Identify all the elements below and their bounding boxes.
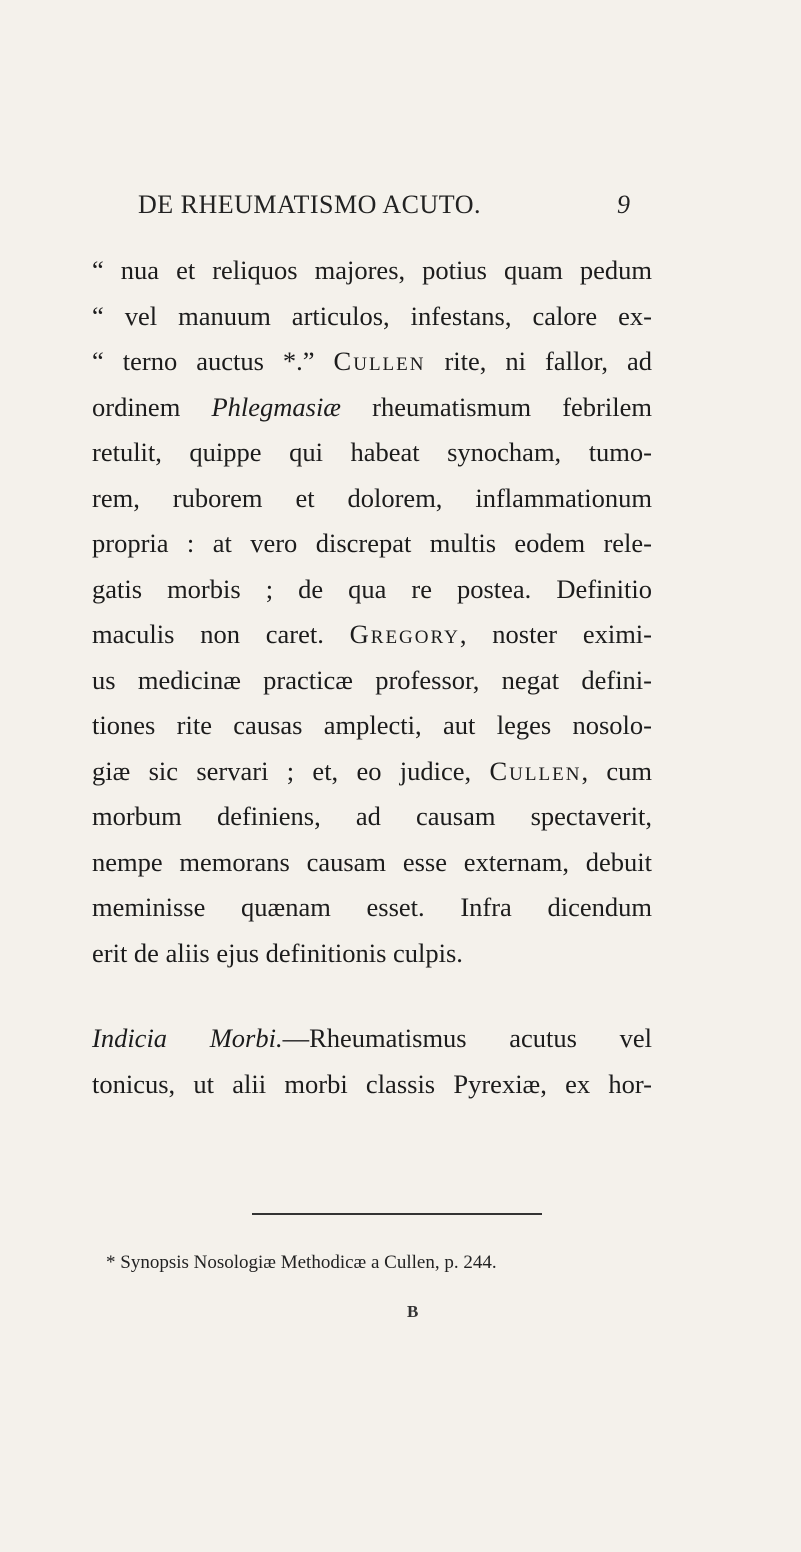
text-line: “ terno auctus *.” Cullen rite, ni fallor, ad	[92, 346, 652, 376]
text-line: ordinem Phlegmasiæ rheumatismum febrilem	[92, 391, 652, 422]
section-heading: Indicia Morbi.	[92, 1023, 283, 1053]
text-line: retulit, quippe qui habeat synocham, tumo-	[92, 437, 652, 467]
text-line: us medicinæ practicæ professor, negat defini-	[92, 664, 652, 695]
author-name: Gregory	[349, 619, 460, 649]
text-line: “ vel manuum articulos, infestans, calore ex-	[92, 300, 652, 331]
text-line: maculis non caret. Gregory, noster eximi-	[92, 619, 652, 649]
signature-mark: B	[407, 1302, 419, 1321]
text-line: erit de aliis ejus definitionis culpis.	[92, 937, 463, 968]
author-name: Cullen	[489, 755, 582, 786]
author-name: Cullen	[333, 346, 426, 376]
running-title: DE RHEUMATISMO ACUTO.	[138, 190, 481, 219]
text-line: propria : at vero discrepat multis eodem rele-	[92, 528, 652, 558]
text-line: giæ sic servari ; et, eo judice, Cullen, cum	[92, 755, 652, 786]
text-line: gatis morbis ; de qua re postea. Definitio	[92, 573, 652, 604]
footnote-rule	[252, 1213, 542, 1215]
text-line: meminisse quænam esset. Infra dicendum	[92, 892, 652, 922]
text-line: morbum definiens, ad causam spectaverit,	[92, 801, 652, 831]
page-number: 9	[617, 190, 630, 219]
text-line: tonicus, ut alii morbi classis Pyrexiæ, ex hor-	[92, 1068, 652, 1099]
footnote: * Synopsis Nosologiæ Methodicæ a Cullen, p. 244.	[106, 1252, 497, 1273]
text-line: nempe memorans causam esse externam, debuit	[92, 846, 652, 877]
main-text	[92, 248, 652, 1107]
text-line: rem, ruborem et dolorem, inflammationum	[92, 482, 652, 513]
section-first-line: Indicia Morbi.—Rheumatismus acutus vel	[92, 1023, 652, 1053]
running-head	[0, 190, 801, 226]
text-line: tiones rite causas amplecti, aut leges nosolo-	[92, 710, 652, 740]
text-line: “ nua et reliquos majores, potius quam pedum	[92, 255, 652, 285]
italic-term: Phlegmasiæ	[211, 391, 341, 422]
